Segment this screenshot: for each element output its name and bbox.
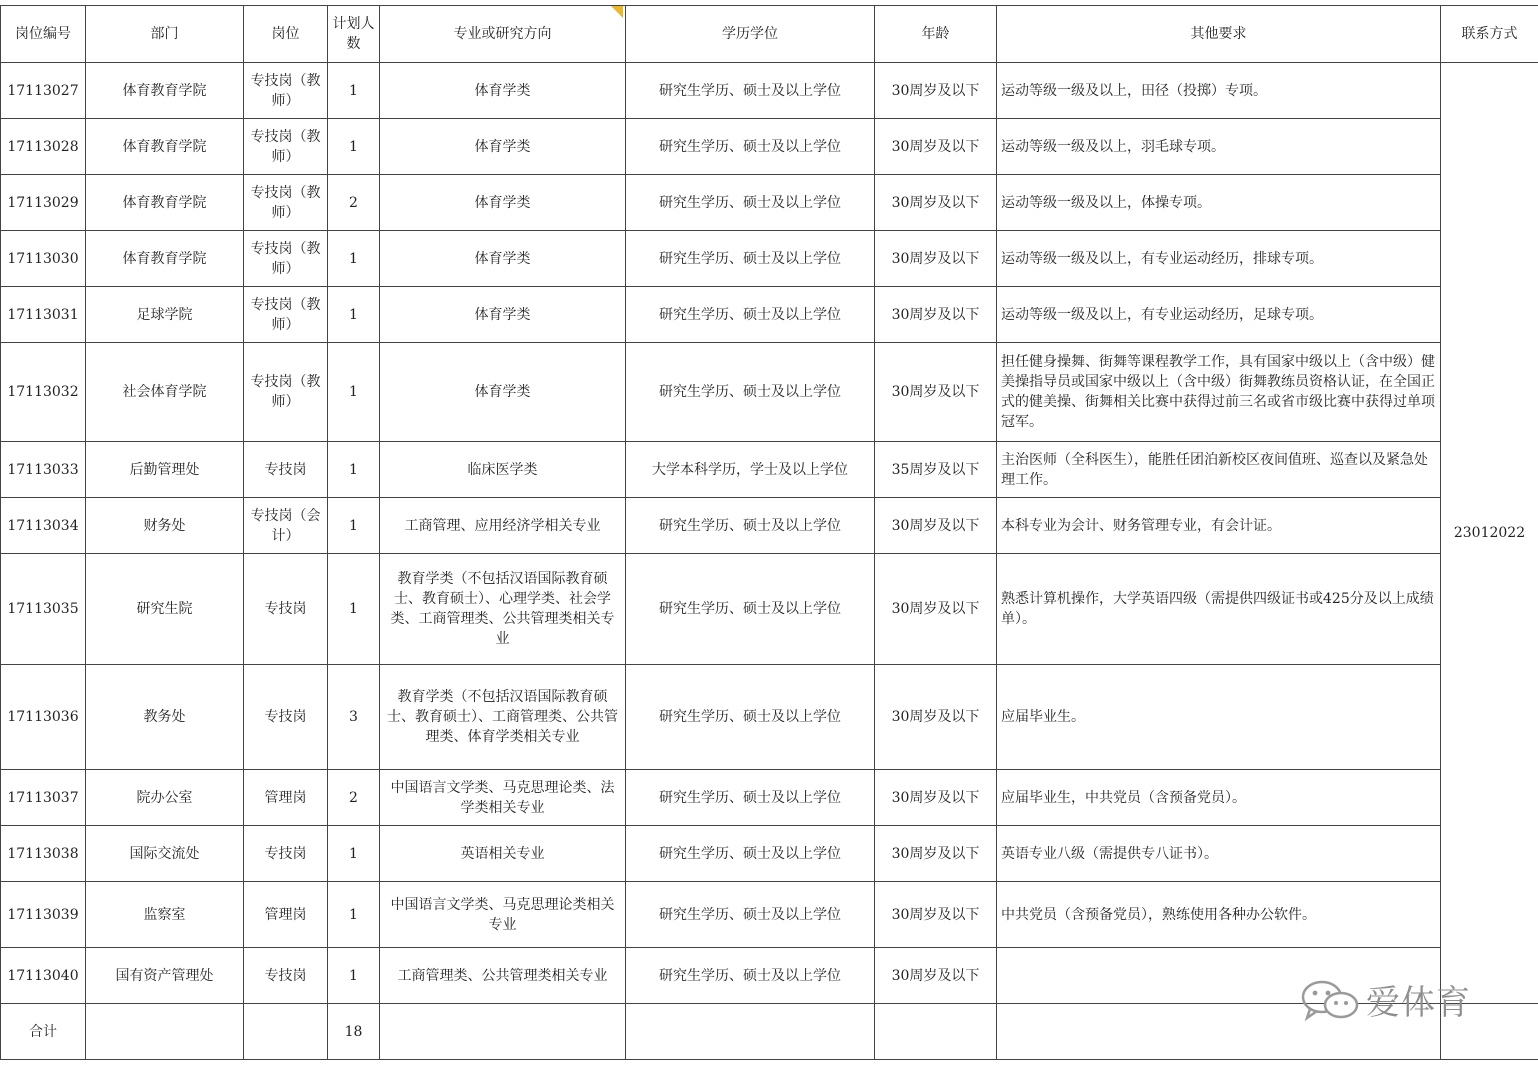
age-cell: 30周岁及以下 xyxy=(875,826,997,882)
empty-cell xyxy=(626,1004,875,1060)
table-row xyxy=(1,119,1538,175)
watermark-text: 爱体育 xyxy=(1366,983,1471,1023)
plan-count-cell: 1 xyxy=(328,826,380,882)
plan-count-cell: 1 xyxy=(328,882,380,948)
department-cell: 教务处 xyxy=(86,665,244,770)
table-row xyxy=(1,554,1538,665)
age-cell: 30周岁及以下 xyxy=(875,63,997,119)
position-id-cell: 17113032 xyxy=(1,343,86,442)
position-id-cell: 17113034 xyxy=(1,498,86,554)
education-cell: 研究生学历、硕士及以上学位 xyxy=(626,175,875,231)
requirements-cell: 中共党员（含预备党员），熟练使用各种办公软件。 xyxy=(997,882,1441,948)
age-cell: 30周岁及以下 xyxy=(875,882,997,948)
watermark xyxy=(1298,975,1471,1024)
comment-marker xyxy=(611,6,623,18)
requirements-cell: 运动等级一级及以上，有专业运动经历，排球专项。 xyxy=(997,231,1441,287)
department-cell: 体育教育学院 xyxy=(86,119,244,175)
education-cell: 研究生学历、硕士及以上学位 xyxy=(626,770,875,826)
department-cell: 体育教育学院 xyxy=(86,175,244,231)
education-cell: 研究生学历、硕士及以上学位 xyxy=(626,826,875,882)
position-id-cell: 17113036 xyxy=(1,665,86,770)
position-id-cell: 17113040 xyxy=(1,948,86,1004)
major-cell: 体育学类 xyxy=(380,63,626,119)
post-type-cell: 专技岗（教师） xyxy=(244,287,328,343)
education-cell: 研究生学历、硕士及以上学位 xyxy=(626,948,875,1004)
requirements-cell: 应届毕业生。 xyxy=(997,665,1441,770)
table-row xyxy=(1,882,1538,948)
age-cell: 30周岁及以下 xyxy=(875,343,997,442)
total-count-cell: 18 xyxy=(328,1004,380,1060)
plan-count-cell: 2 xyxy=(328,175,380,231)
post-type-cell: 专技岗（教师） xyxy=(244,63,328,119)
major-cell: 中国语言文学类、马克思理论类相关专业 xyxy=(380,882,626,948)
header-cell: 学历学位 xyxy=(626,6,875,63)
department-cell: 后勤管理处 xyxy=(86,442,244,498)
header-cell: 专业或研究方向 xyxy=(380,6,626,63)
position-id-cell: 17113033 xyxy=(1,442,86,498)
table-row xyxy=(1,442,1538,498)
position-id-cell: 17113035 xyxy=(1,554,86,665)
header-cell: 其他要求 xyxy=(997,6,1441,63)
post-type-cell: 管理岗 xyxy=(244,882,328,948)
post-type-cell: 专技岗（教师） xyxy=(244,175,328,231)
requirements-cell: 担任健身操舞、街舞等课程教学工作，具有国家中级以上（含中级）健美操指导员或国家中级以上（含中级）街舞教练员资格认证，在全国正式的健美操、街舞相关比赛中获得过前三名或省市级比赛中获得过单项冠军。 xyxy=(997,343,1441,442)
department-cell: 院办公室 xyxy=(86,770,244,826)
requirements-cell: 运动等级一级及以上，有专业运动经历，足球专项。 xyxy=(997,287,1441,343)
major-cell: 教育学类（不包括汉语国际教育硕士、教育硕士）、心理学类、社会学类、工商管理类、公共管理类相关专业 xyxy=(380,554,626,665)
header-cell: 联系方式 xyxy=(1441,6,1538,63)
education-cell: 研究生学历、硕士及以上学位 xyxy=(626,882,875,948)
department-cell: 监察室 xyxy=(86,882,244,948)
table-row xyxy=(1,287,1538,343)
plan-count-cell: 1 xyxy=(328,343,380,442)
plan-count-cell: 2 xyxy=(328,770,380,826)
table-row xyxy=(1,343,1538,442)
age-cell: 30周岁及以下 xyxy=(875,175,997,231)
plan-count-cell: 1 xyxy=(328,287,380,343)
major-cell: 工商管理、应用经济学相关专业 xyxy=(380,498,626,554)
position-id-cell: 17113028 xyxy=(1,119,86,175)
department-cell: 国有资产管理处 xyxy=(86,948,244,1004)
major-cell: 中国语言文学类、马克思理论类、法学类相关专业 xyxy=(380,770,626,826)
requirements-cell: 应届毕业生，中共党员（含预备党员）。 xyxy=(997,770,1441,826)
age-cell: 30周岁及以下 xyxy=(875,554,997,665)
age-cell: 30周岁及以下 xyxy=(875,231,997,287)
education-cell: 大学本科学历，学士及以上学位 xyxy=(626,442,875,498)
plan-count-cell: 1 xyxy=(328,63,380,119)
post-type-cell: 专技岗（教师） xyxy=(244,119,328,175)
table-row xyxy=(1,498,1538,554)
post-type-cell: 专技岗（会计） xyxy=(244,498,328,554)
table-row xyxy=(1,770,1538,826)
department-cell: 研究生院 xyxy=(86,554,244,665)
education-cell: 研究生学历、硕士及以上学位 xyxy=(626,554,875,665)
position-id-cell: 17113027 xyxy=(1,63,86,119)
major-cell: 临床医学类 xyxy=(380,442,626,498)
major-cell: 体育学类 xyxy=(380,175,626,231)
post-type-cell: 管理岗 xyxy=(244,770,328,826)
position-id-cell: 17113037 xyxy=(1,770,86,826)
department-cell: 体育教育学院 xyxy=(86,63,244,119)
wechat-icon xyxy=(1298,977,1362,1023)
header-cell: 岗位 xyxy=(244,6,328,63)
requirements-cell: 熟悉计算机操作，大学英语四级（需提供四级证书或425分及以上成绩单）。 xyxy=(997,554,1441,665)
age-cell: 30周岁及以下 xyxy=(875,287,997,343)
age-cell: 30周岁及以下 xyxy=(875,770,997,826)
major-cell: 体育学类 xyxy=(380,343,626,442)
requirements-cell: 主治医师（全科医生），能胜任团泊新校区夜间值班、巡查以及紧急处理工作。 xyxy=(997,442,1441,498)
requirements-cell: 本科专业为会计、财务管理专业，有会计证。 xyxy=(997,498,1441,554)
table-row xyxy=(1,665,1538,770)
education-cell: 研究生学历、硕士及以上学位 xyxy=(626,119,875,175)
empty-cell xyxy=(875,1004,997,1060)
age-cell: 35周岁及以下 xyxy=(875,442,997,498)
post-type-cell: 专技岗 xyxy=(244,442,328,498)
contact-cell: 23012022 xyxy=(1441,63,1538,1004)
position-id-cell: 17113038 xyxy=(1,826,86,882)
recruitment-table xyxy=(0,5,1538,1060)
plan-count-cell: 1 xyxy=(328,554,380,665)
position-id-cell: 17113030 xyxy=(1,231,86,287)
requirements-cell: 运动等级一级及以上，田径（投掷）专项。 xyxy=(997,63,1441,119)
post-type-cell: 专技岗 xyxy=(244,554,328,665)
plan-count-cell: 1 xyxy=(328,442,380,498)
post-type-cell: 专技岗（教师） xyxy=(244,343,328,442)
position-id-cell: 17113029 xyxy=(1,175,86,231)
table-row xyxy=(1,63,1538,119)
empty-cell xyxy=(380,1004,626,1060)
plan-count-cell: 1 xyxy=(328,948,380,1004)
education-cell: 研究生学历、硕士及以上学位 xyxy=(626,498,875,554)
age-cell: 30周岁及以下 xyxy=(875,498,997,554)
education-cell: 研究生学历、硕士及以上学位 xyxy=(626,231,875,287)
post-type-cell: 专技岗 xyxy=(244,826,328,882)
major-cell: 教育学类（不包括汉语国际教育硕士、教育硕士）、工商管理类、公共管理类、体育学类相关专业 xyxy=(380,665,626,770)
education-cell: 研究生学历、硕士及以上学位 xyxy=(626,665,875,770)
requirements-cell: 运动等级一级及以上，羽毛球专项。 xyxy=(997,119,1441,175)
position-id-cell: 17113039 xyxy=(1,882,86,948)
department-cell: 社会体育学院 xyxy=(86,343,244,442)
department-cell: 体育教育学院 xyxy=(86,231,244,287)
education-cell: 研究生学历、硕士及以上学位 xyxy=(626,343,875,442)
department-cell: 国际交流处 xyxy=(86,826,244,882)
table-row xyxy=(1,826,1538,882)
major-cell: 工商管理类、公共管理类相关专业 xyxy=(380,948,626,1004)
empty-cell xyxy=(86,1004,244,1060)
age-cell: 30周岁及以下 xyxy=(875,948,997,1004)
header-cell: 年龄 xyxy=(875,6,997,63)
age-cell: 30周岁及以下 xyxy=(875,119,997,175)
plan-count-cell: 1 xyxy=(328,231,380,287)
post-type-cell: 专技岗（教师） xyxy=(244,231,328,287)
plan-count-cell: 3 xyxy=(328,665,380,770)
plan-count-cell: 1 xyxy=(328,119,380,175)
post-type-cell: 专技岗 xyxy=(244,948,328,1004)
department-cell: 足球学院 xyxy=(86,287,244,343)
header-row xyxy=(1,6,1538,63)
table-row xyxy=(1,175,1538,231)
major-cell: 英语相关专业 xyxy=(380,826,626,882)
age-cell: 30周岁及以下 xyxy=(875,665,997,770)
plan-count-cell: 1 xyxy=(328,498,380,554)
education-cell: 研究生学历、硕士及以上学位 xyxy=(626,63,875,119)
header-cell: 岗位编号 xyxy=(1,6,86,63)
department-cell: 财务处 xyxy=(86,498,244,554)
table-row xyxy=(1,231,1538,287)
header-cell: 部门 xyxy=(86,6,244,63)
requirements-cell: 英语专业八级（需提供专八证书）。 xyxy=(997,826,1441,882)
education-cell: 研究生学历、硕士及以上学位 xyxy=(626,287,875,343)
position-id-cell: 17113031 xyxy=(1,287,86,343)
header-cell: 计划人数 xyxy=(328,6,380,63)
total-label-cell: 合计 xyxy=(1,1004,86,1060)
requirements-cell: 运动等级一级及以上，体操专项。 xyxy=(997,175,1441,231)
major-cell: 体育学类 xyxy=(380,287,626,343)
post-type-cell: 专技岗 xyxy=(244,665,328,770)
major-cell: 体育学类 xyxy=(380,119,626,175)
empty-cell xyxy=(244,1004,328,1060)
major-cell: 体育学类 xyxy=(380,231,626,287)
